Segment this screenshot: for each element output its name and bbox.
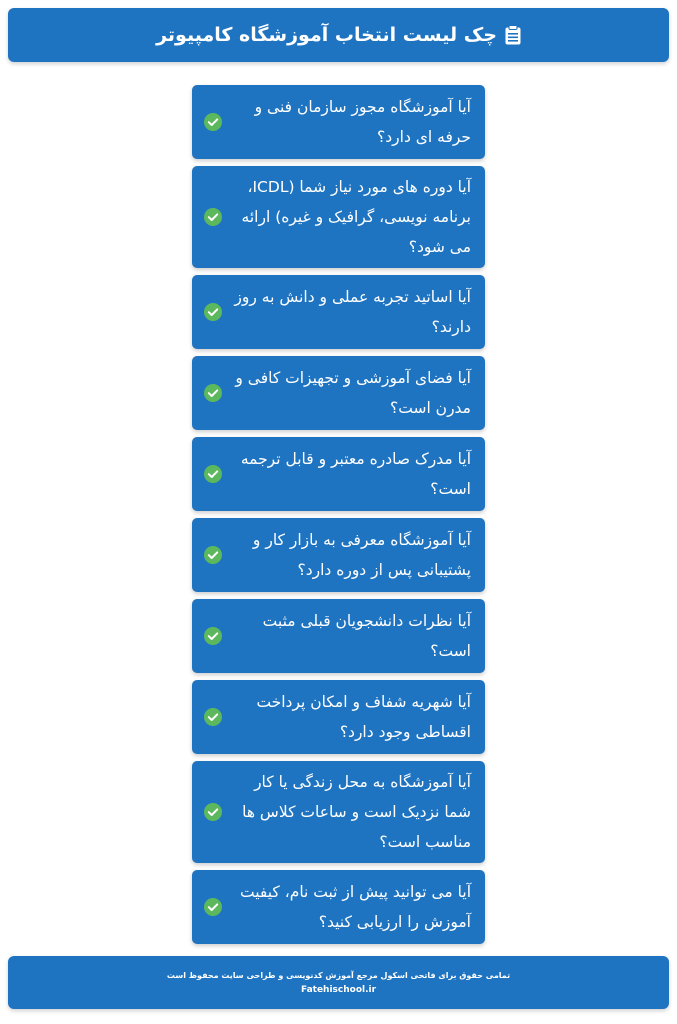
- checklist-item: [192, 166, 485, 268]
- checklist-item-text: آیا آموزشگاه معرفی به بازار کار و پشتیبانی پس از دوره دارد؟: [252, 531, 471, 579]
- checklist-item-text: آیا شهریه شفاف و امکان پرداخت اقساطی وجود دارد؟: [256, 693, 471, 741]
- check-circle-icon: [204, 708, 222, 726]
- checklist-item-text: آیا آموزشگاه مجوز سازمان فنی و حرفه ای دارد؟: [254, 98, 471, 146]
- checklist-item-text: آیا نظرات دانشجویان قبلی مثبت است؟: [262, 612, 471, 660]
- checklist-item-text: آیا دوره های مورد نیاز شما (ICDL، برنامه نویسی، گرافیک و غیره) ارائه می شود؟: [241, 178, 471, 256]
- page-header: [8, 8, 669, 62]
- footer-copyright: تمامی حقوق برای فاتحی اسکول مرجع آموزش کدنویسی و طراحی سایت محفوظ است: [166, 970, 511, 980]
- check-circle-icon: [204, 803, 222, 821]
- checklist-item-text: آیا می توانید پیش از ثبت نام، کیفیت آموزش را ارزیابی کنید؟: [240, 883, 471, 931]
- checklist-item-text: آیا آموزشگاه به محل زندگی یا کار شما نزدیک است و ساعات کلاس ها مناسب است؟: [242, 773, 471, 851]
- checklist-item: [192, 680, 485, 754]
- check-circle-icon: [204, 465, 222, 483]
- checklist-item: [192, 85, 485, 159]
- check-circle-icon: [204, 898, 222, 916]
- checklist-item-text: آیا فضای آموزشی و تجهیزات کافی و مدرن است؟: [235, 369, 471, 417]
- check-circle-icon: [204, 303, 222, 321]
- checklist-item: [192, 437, 485, 511]
- checklist-item: [192, 599, 485, 673]
- check-circle-icon: [204, 113, 222, 131]
- check-circle-icon: [204, 546, 222, 564]
- checklist: [192, 85, 485, 944]
- page-title: چک لیست انتخاب آموزشگاه کامپیوتر: [156, 24, 497, 46]
- checklist-item: [192, 356, 485, 430]
- checklist-item: [192, 275, 485, 349]
- header-content: [156, 24, 521, 46]
- checklist-item: [192, 518, 485, 592]
- checklist-item-text: آیا مدرک صادره معتبر و قابل ترجمه است؟: [240, 450, 471, 498]
- footer-site-link[interactable]: Fatehischool.ir: [300, 984, 377, 995]
- page-footer: [8, 956, 669, 1009]
- checklist-item-text: آیا اساتید تجربه عملی و دانش به روز دارند؟: [234, 288, 471, 336]
- check-circle-icon: [204, 208, 222, 226]
- checklist-item: [192, 870, 485, 944]
- check-circle-icon: [204, 384, 222, 402]
- checklist-item: [192, 761, 485, 863]
- clipboard-check-icon: [505, 25, 521, 45]
- check-circle-icon: [204, 627, 222, 645]
